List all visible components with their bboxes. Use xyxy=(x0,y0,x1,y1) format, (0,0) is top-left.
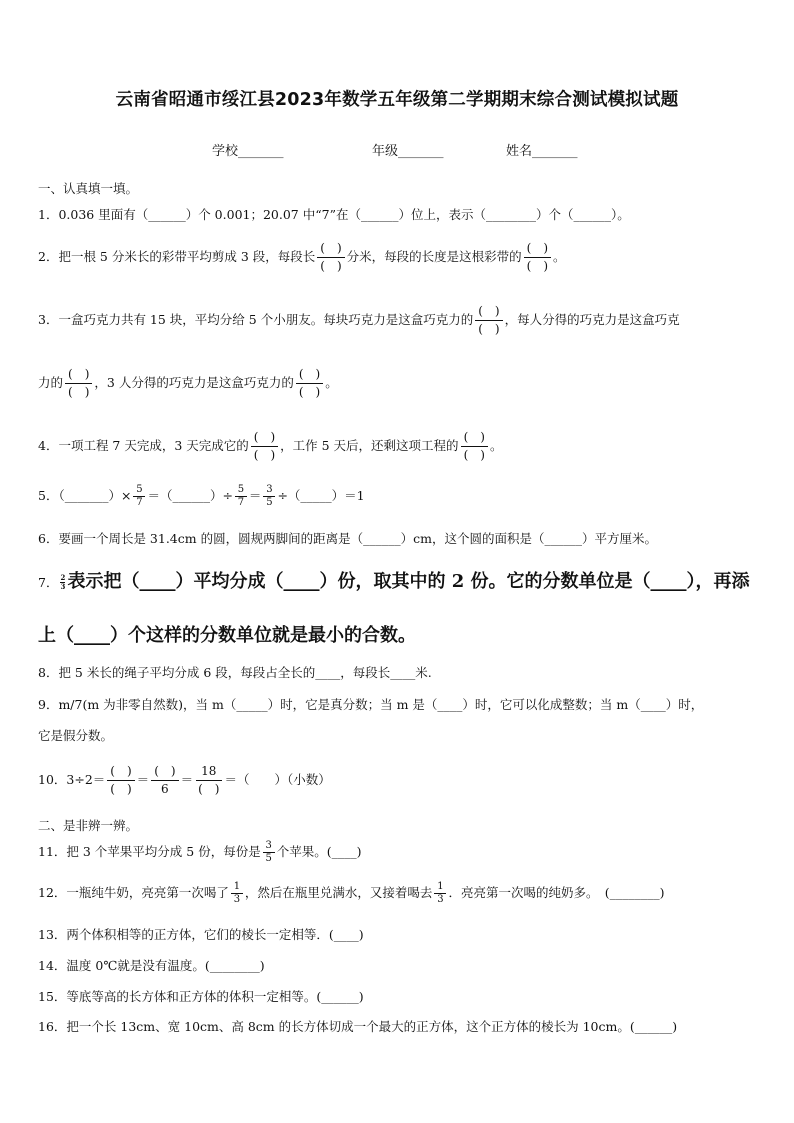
question-11: 11．把 3 个苹果平均分成 5 份，每份是 $\frac{3}{5}$ 个苹果。(____) xyxy=(38,840,362,864)
question-10: 10．3÷2＝ $\frac{( )}{( )}$ ＝ $\frac{( )}{6}$ ＝ $\frac{18}{( )}$ ＝（ ）（小数） xyxy=(38,764,331,796)
question-8: 8．把 5 米长的绳子平均分成 6 段，每段占全长的____，每段长____米. xyxy=(38,665,432,680)
question-7: 7． $\frac{2}{3}$ 表示把（____）平均分成（____）份，取其中的 2 份。它的分数单位是（____），再添 xyxy=(38,571,750,592)
grade-field: 年级_______ xyxy=(372,144,444,159)
question-3: 3．一盒巧克力共有 15 块，平均分给 5 个小朋友。每块巧克力是这盒巧克力的 $\frac{( )}{( )}$ ，每人分得的巧克力是这盒巧克 xyxy=(38,304,680,336)
section-heading-1: 一、认真填一填。 xyxy=(38,181,139,196)
question-7-continued: 上（____）个这样的分数单位就是最小的合数。 xyxy=(38,625,416,646)
question-9: 9．m/7(m 为非零自然数)，当 m（_____）时，它是真分数；当 m 是（____）时，它可以化成整数；当 m（____）时， xyxy=(38,697,704,712)
question-12: 12．一瓶纯牛奶，亮亮第一次喝了 $\frac{1}{3}$ ，然后在瓶里兑满水，又接着喝去 $\frac{1}{3}$ ．亮亮第一次喝的纯奶多。 (________) xyxy=(38,881,665,905)
question-14: 14．温度 0℃就是没有温度。(________) xyxy=(38,958,265,973)
question-6: 6．要画一个周长是 31.4cm 的圆，圆规两脚间的距离是（______）cm，这个圆的面积是（______）平方厘米。 xyxy=(38,531,657,546)
question-15: 15．等底等高的长方体和正方体的体积一定相等。(______) xyxy=(38,989,364,1004)
question-3-continued: 力的 $\frac{( )}{( )}$ ，3 人分得的巧克力是这盒巧克力的 $\frac{( )}{( )}$ 。 xyxy=(38,367,338,399)
question-16: 16．把一个长 13cm、宽 10cm、高 8cm 的长方体切成一个最大的正方体，这个正方体的棱长为 10cm。(______) xyxy=(38,1019,678,1034)
question-1: 1．0.036 里面有（______）个 0.001；20.07 中“7”在（______）位上，表示（________）个（______）。 xyxy=(38,207,630,222)
question-5: 5．（_______）× $\frac{5}{7}$ ＝（______）÷ $\frac{5}{7}$ ＝ $\frac{3}{5}$ ÷（_____）＝1 xyxy=(38,484,365,508)
question-4: 4．一项工程 7 天完成，3 天完成它的 $\frac{( )}{( )}$ ，工作 5 天后，还剩这项工程的 $\frac{( )}{( )}$ 。 xyxy=(38,430,503,462)
question-9-continued: 它是假分数。 xyxy=(38,728,114,743)
school-field: 学校_______ xyxy=(212,144,284,159)
question-2: 2．把一根 5 分米长的彩带平均剪成 3 段，每段长 $\frac{( )}{( )}$ 分米，每段的长度是这根彩带的 $\frac{( )}{( )}$ 。 xyxy=(38,241,566,273)
section-heading-2: 二、是非辨一辨。 xyxy=(38,818,139,833)
page-title: 云南省昭通市绥江县2023年数学五年级第二学期期末综合测试模拟试题 xyxy=(115,90,679,110)
question-13: 13．两个体积相等的正方体，它们的棱长一定相等．(____) xyxy=(38,927,364,942)
name-field: 姓名_______ xyxy=(506,144,578,159)
